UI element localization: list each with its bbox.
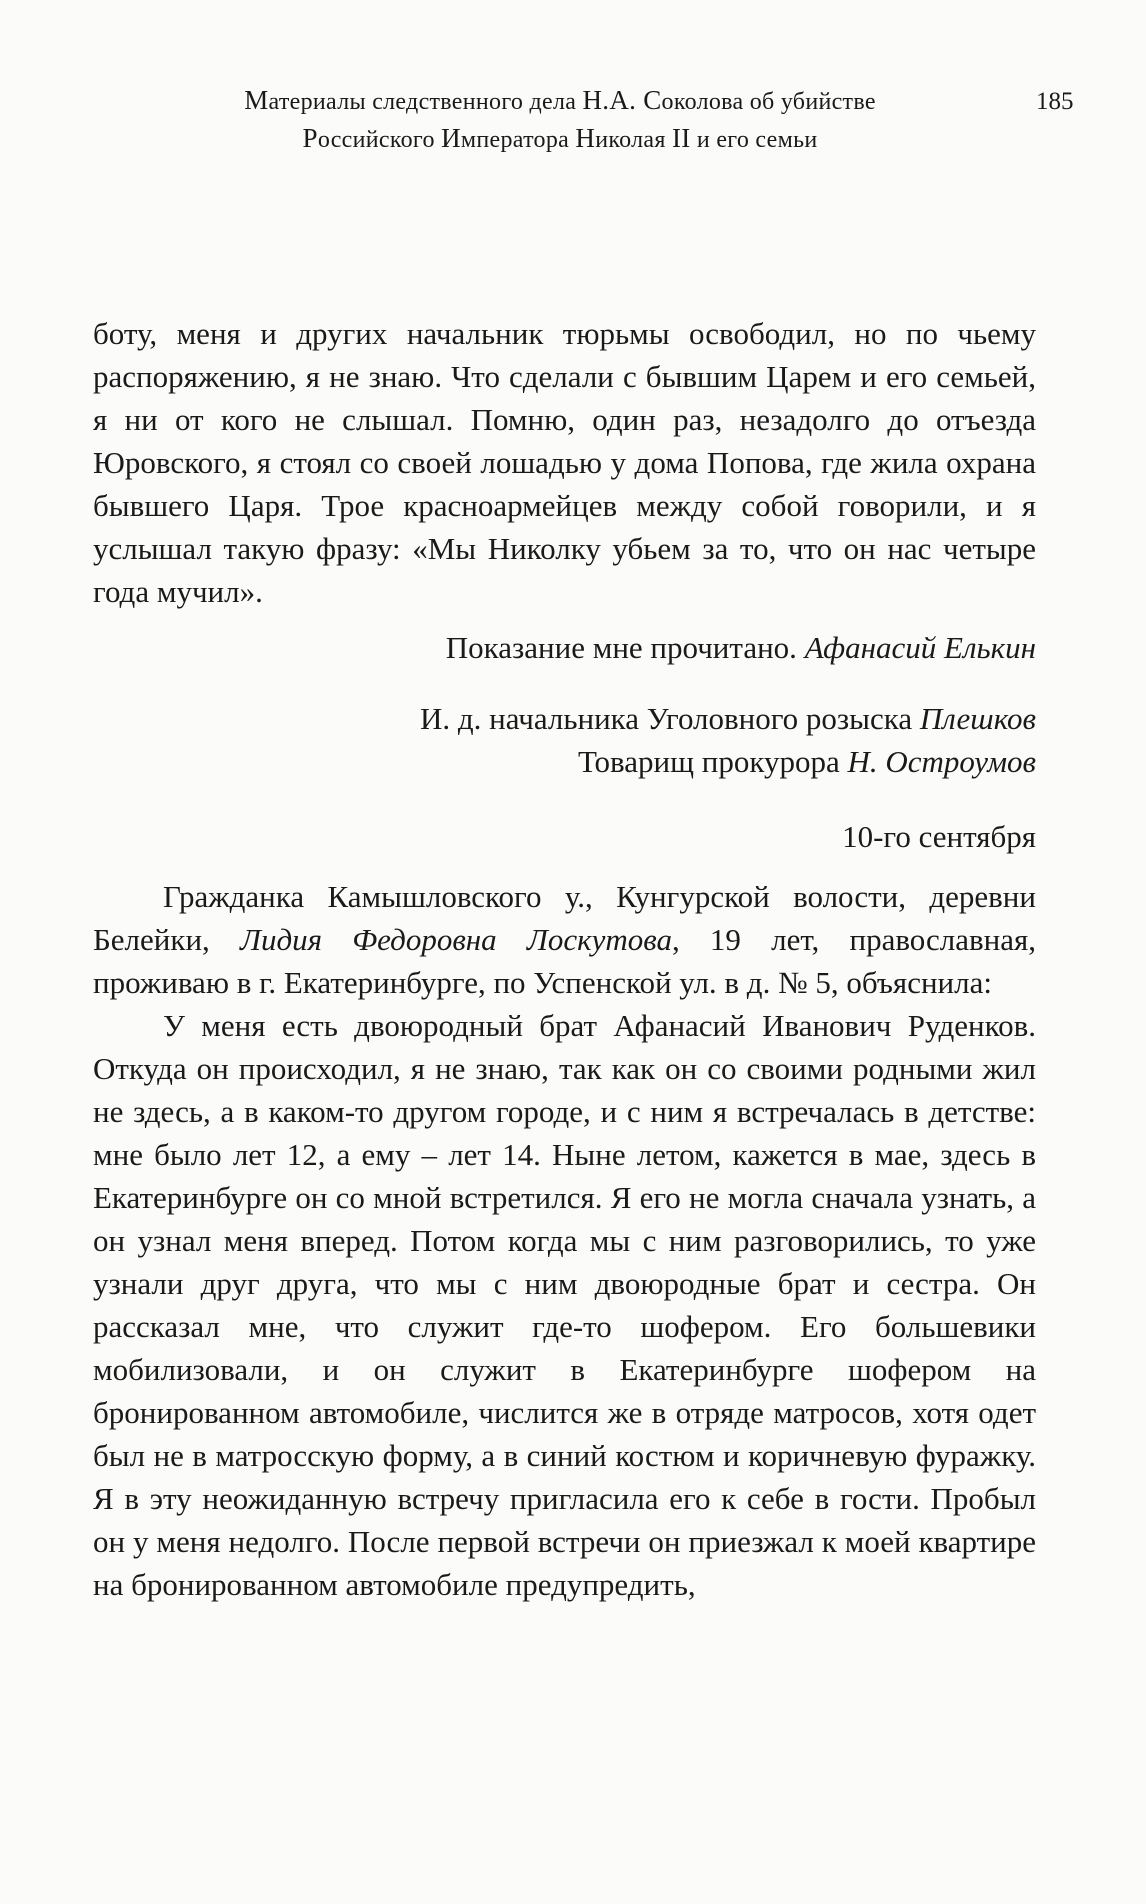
signature-elkin: Показание мне прочитано. Афанасий Елькин xyxy=(445,630,1036,665)
signatory-name: Плешков xyxy=(919,701,1036,736)
signatory-name: Афанасий Елькин xyxy=(804,630,1036,665)
running-header-line-2: Российского Императора Николая II и его семьи xyxy=(302,123,818,153)
signature-ostroumov: Товарищ прокурора Н. Остроумов xyxy=(577,744,1036,779)
deposition-intro: Гражданка Камышловского у., Кунгурской волости, деревни Белейки, Лидия Федоровна Лоскутова, 19 лет, православная, проживаю в г. Екатеринбурге, по Успенской ул. в д. № 5, объяснила: xyxy=(93,879,1037,1000)
signatory-name: Н. Остроумов xyxy=(847,744,1036,779)
running-header-line-1: Материалы следственного дела Н.А. Соколова об убийстве xyxy=(244,85,876,115)
signature-pleshkov: И. д. начальника Уголовного розыска Плешков xyxy=(420,701,1036,736)
page-body xyxy=(93,312,1036,1606)
running-header xyxy=(140,82,980,158)
entry-date: 10-го сентября xyxy=(842,819,1036,854)
page-number: 185 xyxy=(1036,88,1074,115)
paragraph-continued: боту, меня и других начальник тюрьмы освободил, но по чьему распоряжению, я не знаю. Что сделали с бывшим Царем и его семьей, я ни от кого не слышал. Помню, один раз, незадолго до отъезда Юровского, я стоял со своей лошадью у дома Попова, где жила охрана бывшего Царя. Трое красноармейцев между собой говорили, и я услышал такую фразу: «Мы Николку убьем за то, что он нас четыре года мучил». xyxy=(93,316,1036,609)
witness-name: Лидия Федоровна Лоскутова xyxy=(239,922,672,957)
testimony-paragraph: У меня есть двоюродный брат Афанасий Иванович Руденков. Откуда он происходил, я не знаю, так как он со своими родными жил не здесь, а в каком-то другом городе, и с ним я встречалась в детстве: мне было лет 12, а ему – лет 14. Ныне летом, кажется в мае, здесь в Екатеринбурге он со мной встретился. Я его не могла сначала узнать, а он узнал меня вперед. Потом когда мы с ним разговорились, то уже узнали друг друга, что мы с ним двоюродные брат и сестра. Он рассказал мне, что служит где-то шофером. Его большевики мобилизовали, и он служит в Екатеринбурге шофером на бронированном автомобиле, числится же в отряде матросов, хотя одет был не в матросскую форму, а в синий костюм и коричневую фуражку. Я в эту неожиданную встречу пригласила его к себе в гости. Пробыл он у меня недолго. После первой встречи он приезжал к моей квартире на бронированном автомобиле предупредить, xyxy=(93,1008,1036,1602)
